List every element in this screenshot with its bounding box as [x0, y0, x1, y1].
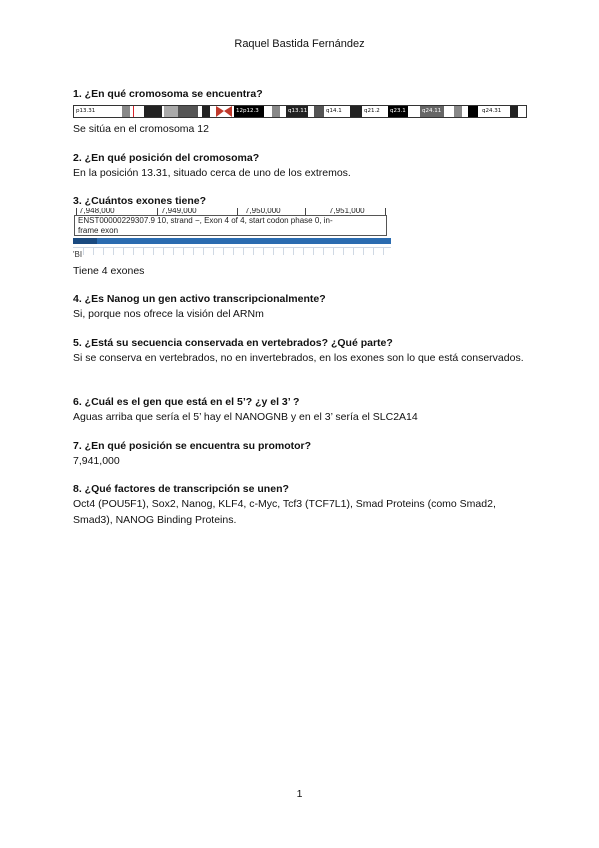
document-author: Raquel Bastida Fernández: [234, 38, 365, 50]
ideogram-band: [510, 106, 518, 117]
genome-browser-snippet: [73, 208, 391, 260]
ideogram-band-label: q24.11: [422, 108, 442, 114]
ideogram-band-label: q21.2: [364, 108, 380, 114]
question-5: [73, 336, 533, 366]
conservation-tick: [253, 247, 254, 255]
conservation-tick: [173, 247, 174, 255]
conservation-tick: [373, 247, 374, 255]
question-7-answer: 7,941,000: [73, 455, 120, 467]
ideogram-band-label: q24.31: [482, 108, 502, 114]
ideogram-band: [144, 106, 162, 117]
ideogram-band: [454, 106, 462, 117]
ideogram-band-label: p13.31: [76, 108, 96, 114]
question-1: [73, 87, 533, 135]
gene-track-bar[interactable]: [73, 238, 391, 244]
question-8-title: 8. ¿Qué factores de transcripción se unen?: [73, 483, 289, 495]
question-5-answer: Si se conserva en vertebrados, no en invertebrados, en los exones son lo que está conservados.: [73, 352, 524, 364]
ideogram-band: [350, 106, 362, 117]
conservation-tick: [133, 247, 134, 255]
centromere-icon: [224, 106, 232, 117]
conservation-tick: [293, 247, 294, 255]
conservation-tick: [273, 247, 274, 255]
conservation-tick: [233, 247, 234, 255]
ideogram-band: [202, 106, 210, 117]
question-4: [73, 292, 533, 322]
ruler-label: 7,949,000: [161, 208, 197, 215]
question-7-title: 7. ¿En qué posición se encuentra su promotor?: [73, 440, 312, 452]
question-4-title: 4. ¿Es Nanog un gen activo transcripcionalmente?: [73, 293, 326, 305]
question-2-answer: En la posición 13.31, situado cerca de uno de los extremos.: [73, 167, 351, 179]
exon-tooltip: [74, 215, 387, 236]
tooltip-line: ENST00000229307.9 10, strand −, Exon 4 of 4, start codon phase 0, in-: [78, 216, 333, 225]
question-1-title: 1. ¿En qué cromosoma se encuentra?: [73, 88, 263, 100]
question-4-answer: Si, porque nos ofrece la visión del ARNm: [73, 308, 264, 320]
track-label: 'BI: [73, 250, 83, 259]
conservation-tick: [153, 247, 154, 255]
conservation-tick: [203, 247, 204, 255]
question-7: [73, 439, 533, 469]
question-6: [73, 395, 533, 425]
question-8: [73, 482, 533, 528]
conservation-tick: [113, 247, 114, 255]
conservation-tick: [263, 247, 264, 255]
ideogram-band: [314, 106, 324, 117]
ideogram-band: [272, 106, 280, 117]
centromere-icon: [216, 106, 224, 117]
conservation-tick: [323, 247, 324, 255]
question-2-title: 2. ¿En qué posición del cromosoma?: [73, 152, 260, 164]
ideogram-band-label: q13.11: [288, 108, 308, 114]
conservation-tick: [123, 247, 124, 255]
chromosome-ideogram: [73, 105, 527, 118]
conservation-tick: [243, 247, 244, 255]
conservation-tick: [103, 247, 104, 255]
conservation-tick: [353, 247, 354, 255]
question-6-title: 6. ¿Cuál es el gen que está en el 5’? ¿y el 3’ ?: [73, 396, 300, 408]
tooltip-line: frame exon: [78, 226, 119, 235]
conservation-tick: [83, 247, 84, 255]
question-3-title: 3. ¿Cuántos exones tiene?: [73, 195, 207, 207]
ruler-label: 7,950,000: [245, 208, 281, 215]
conservation-tick: [163, 247, 164, 255]
ideogram-band: [164, 106, 178, 117]
conservation-tick: [213, 247, 214, 255]
ideogram-band-label: q23.1: [390, 108, 406, 114]
conservation-tick: [283, 247, 284, 255]
conservation-tick: [193, 247, 194, 255]
ideogram-band-label: 12p12.3: [236, 108, 259, 114]
ruler-label: 7,951,000: [329, 208, 365, 215]
question-1-answer: Se sitúa en el cromosoma 12: [73, 123, 209, 135]
gene-position-marker: [133, 106, 134, 117]
ideogram-band: [122, 106, 130, 117]
gene-track-exon[interactable]: [73, 238, 97, 244]
ideogram-band-label: q14.1: [326, 108, 342, 114]
question-5-title: 5. ¿Está su secuencia conservada en vertebrados? ¿Qué parte?: [73, 337, 393, 349]
conservation-tick: [143, 247, 144, 255]
conservation-tick: [183, 247, 184, 255]
page-number: 1: [296, 788, 303, 800]
conservation-tick: [303, 247, 304, 255]
ideogram-band: [178, 106, 198, 117]
question-3: [73, 194, 533, 277]
question-8-answer: Oct4 (POU5F1), Sox2, Nanog, KLF4, c-Myc, Tcf3 (TCF7L1), Smad Proteins (como Smad2, Smad3), NANOG Binding Proteins.: [73, 498, 496, 526]
conservation-tick: [343, 247, 344, 255]
conservation-tick: [313, 247, 314, 255]
conservation-tick: [333, 247, 334, 255]
conservation-tick: [93, 247, 94, 255]
question-2: [73, 151, 533, 181]
ideogram-band: [468, 106, 478, 117]
question-6-answer: Aguas arriba que sería el 5’ hay el NANOGNB y en el 3’ sería el SLC2A14: [73, 411, 418, 423]
question-3-answer: Tiene 4 exones: [73, 265, 145, 277]
ruler-label: 7,948,000: [79, 208, 115, 215]
conservation-tick: [383, 247, 384, 255]
conservation-tick: [363, 247, 364, 255]
conservation-tick: [223, 247, 224, 255]
